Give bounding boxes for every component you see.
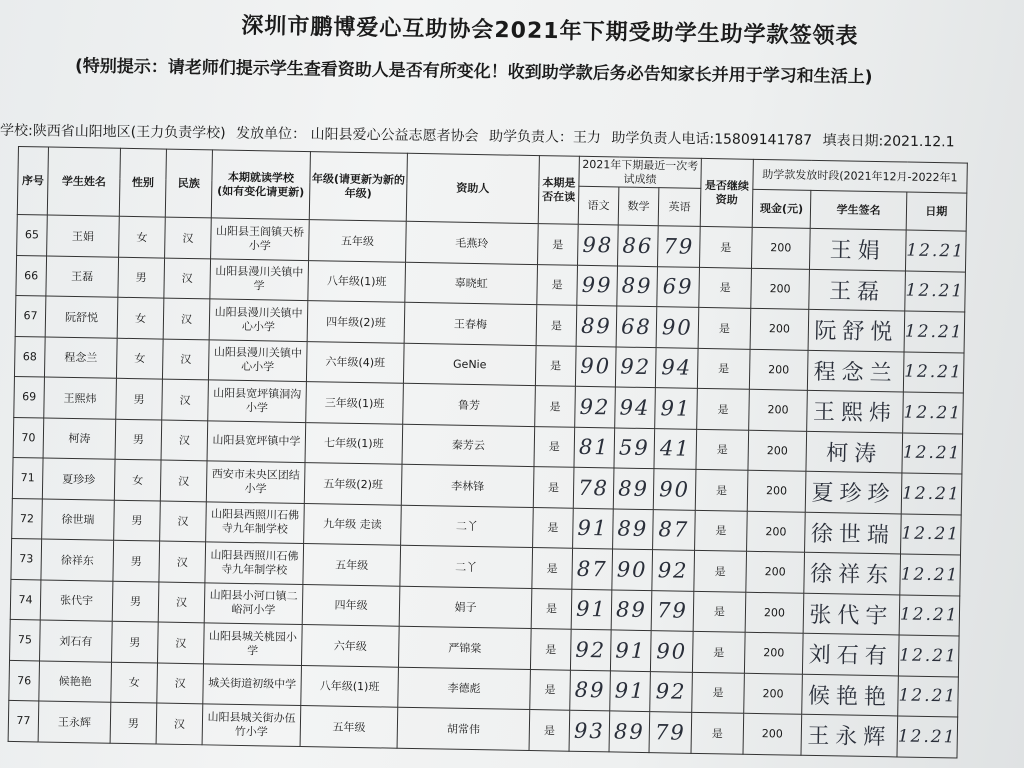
info-issuer: 发放单位： 山阳县爱心公益志愿者协会 xyxy=(236,125,479,145)
cell-score-chinese: 93 xyxy=(569,710,610,751)
cell-score-math: 91 xyxy=(610,670,651,711)
header-english: 英语 xyxy=(658,188,701,227)
cell-score-chinese: 89 xyxy=(576,305,617,346)
cell-school: 山阳县城关桃园小学 xyxy=(203,623,302,665)
signature-table xyxy=(8,146,968,758)
cell-gender: 男 xyxy=(112,621,159,662)
cell-continue: 是 xyxy=(695,469,748,510)
cell-name: 王磊 xyxy=(46,256,119,298)
cell-continue: 是 xyxy=(695,510,748,551)
cell-index: 75 xyxy=(10,619,41,660)
cell-continue: 是 xyxy=(694,550,747,591)
header-in-school: 本期是否在读 xyxy=(538,156,579,225)
cell-date: 12.21 xyxy=(904,311,964,353)
header-chinese: 语文 xyxy=(578,186,619,225)
cell-ethnicity: 汉 xyxy=(162,379,209,420)
cell-date: 12.21 xyxy=(905,230,965,272)
cell-score-chinese: 90 xyxy=(575,346,616,387)
cell-school: 山阳县宽坪镇中学 xyxy=(207,420,306,462)
cell-name: 刘石有 xyxy=(40,620,113,662)
cell-signature: 徐祥东 xyxy=(804,552,901,594)
cell-signature: 王熙炜 xyxy=(807,390,904,432)
cell-score-english: 79 xyxy=(651,590,694,631)
cell-gender: 男 xyxy=(115,419,162,460)
info-school: 学校:陕西省山阳地区(王力负责学校) xyxy=(0,122,226,142)
cell-score-math: 89 xyxy=(609,711,650,752)
cell-date: 12.21 xyxy=(903,351,963,393)
cell-grade: 五年级(2)班 xyxy=(304,463,402,505)
cell-signature: 王磊 xyxy=(809,269,906,311)
cell-sponsor: 胡常伟 xyxy=(397,707,530,750)
cell-continue: 是 xyxy=(699,267,752,308)
cell-cash: 200 xyxy=(744,632,803,674)
cell-name: 徐祥东 xyxy=(41,539,114,581)
cell-school: 山阳县漫川关镇中学 xyxy=(210,258,309,300)
cell-continue: 是 xyxy=(696,429,749,470)
cell-continue: 是 xyxy=(699,226,752,267)
cell-index: 70 xyxy=(13,417,44,458)
cell-name: 程念兰 xyxy=(44,337,117,379)
cell-score-english: 79 xyxy=(649,712,692,753)
cell-cash: 200 xyxy=(746,551,805,593)
header-continue: 是否继续资助 xyxy=(700,158,753,227)
header-math: 数学 xyxy=(618,187,659,226)
cell-ethnicity: 汉 xyxy=(165,217,212,258)
cell-index: 66 xyxy=(16,255,47,296)
cell-score-chinese: 99 xyxy=(577,265,618,306)
cell-date: 12.21 xyxy=(898,635,958,677)
cell-grade: 六年级(4)班 xyxy=(306,341,404,383)
cell-score-chinese: 98 xyxy=(578,224,619,265)
header-cash: 现金(元) xyxy=(752,189,811,228)
cell-signature: 刘石有 xyxy=(802,633,899,675)
cell-name: 王熙炜 xyxy=(44,377,117,419)
cell-score-math: 90 xyxy=(612,549,653,590)
cell-school: 西安市未央区团结小学 xyxy=(206,461,305,503)
cell-cash: 200 xyxy=(749,389,808,431)
cell-name: 阮舒悦 xyxy=(45,296,118,338)
cell-sponsor: 李林锋 xyxy=(401,464,534,507)
header-scores-group: 2021年下期最近一次考试成绩 xyxy=(579,156,702,188)
cell-score-english: 91 xyxy=(655,388,698,429)
cell-cash: 200 xyxy=(747,470,806,512)
cell-cash: 200 xyxy=(750,308,809,350)
cell-cash: 200 xyxy=(749,349,808,391)
cell-name: 候艳艳 xyxy=(39,660,112,702)
cell-gender: 女 xyxy=(111,662,158,703)
cell-signature: 候艳艳 xyxy=(802,674,899,716)
cell-continue: 是 xyxy=(693,591,746,632)
cell-in-school: 是 xyxy=(530,629,571,670)
cell-ethnicity: 汉 xyxy=(162,339,209,380)
cell-cash: 200 xyxy=(743,713,802,755)
cell-index: 76 xyxy=(9,660,40,701)
cell-grade: 六年级 xyxy=(301,625,399,667)
cell-gender: 男 xyxy=(113,540,160,581)
cell-ethnicity: 汉 xyxy=(160,501,207,542)
cell-sponsor: 娟子 xyxy=(399,586,532,629)
cell-cash: 200 xyxy=(745,592,804,634)
cell-ethnicity: 汉 xyxy=(156,703,203,744)
cell-school: 山阳县漫川关镇中心小学 xyxy=(209,299,308,341)
header-sponsor: 资助人 xyxy=(406,153,539,223)
cell-score-english: 87 xyxy=(653,509,696,550)
cell-gender: 女 xyxy=(114,459,161,500)
cell-date: 12.21 xyxy=(901,473,961,515)
cell-score-math: 94 xyxy=(615,387,656,428)
cell-index: 67 xyxy=(15,295,46,336)
cell-score-english: 69 xyxy=(657,266,700,307)
cell-in-school: 是 xyxy=(532,548,573,589)
cell-sponsor: 秦芳云 xyxy=(402,424,535,467)
cell-name: 夏珍珍 xyxy=(42,458,115,500)
cell-cash: 200 xyxy=(751,227,810,269)
cell-continue: 是 xyxy=(692,631,745,672)
cell-date: 12.21 xyxy=(903,392,963,434)
cell-signature: 柯涛 xyxy=(806,431,903,473)
header-index: 序号 xyxy=(17,147,48,216)
header-payment-group: 助学款发放时段(2021年12月-2022年1 xyxy=(753,159,967,193)
header-ethnicity: 民族 xyxy=(165,149,212,218)
cell-continue: 是 xyxy=(697,388,750,429)
info-manager: 助学负责人：王力 xyxy=(488,128,602,147)
cell-ethnicity: 汉 xyxy=(158,622,205,663)
cell-score-english: 90 xyxy=(650,631,693,672)
header-name: 学生姓名 xyxy=(47,147,120,216)
cell-grade: 五年级 xyxy=(300,706,398,748)
cell-score-chinese: 78 xyxy=(573,467,614,508)
cell-signature: 张代宇 xyxy=(803,593,900,635)
cell-signature: 王永辉 xyxy=(801,714,898,756)
cell-date: 12.21 xyxy=(898,675,958,717)
cell-score-math: 89 xyxy=(617,265,658,306)
cell-score-math: 89 xyxy=(613,468,654,509)
cell-date: 12.21 xyxy=(905,271,965,313)
cell-school: 山阳县漫川关镇中心小学 xyxy=(208,339,307,381)
cell-ethnicity: 汉 xyxy=(163,298,210,339)
cell-name: 王永辉 xyxy=(38,701,111,743)
cell-score-english: 94 xyxy=(655,347,698,388)
cell-grade: 四年级 xyxy=(302,584,400,626)
info-phone: 助学负责人电话:15809141787 xyxy=(611,130,813,149)
header-gender: 性别 xyxy=(119,148,166,217)
cell-score-math: 59 xyxy=(614,427,655,468)
cell-in-school: 是 xyxy=(536,305,577,346)
cell-ethnicity: 汉 xyxy=(161,420,208,461)
cell-index: 72 xyxy=(12,498,43,539)
cell-school: 山阳县王阎镇天桥小学 xyxy=(211,218,310,260)
cell-gender: 男 xyxy=(118,257,165,298)
cell-score-english: 92 xyxy=(652,550,695,591)
header-signature: 学生签名 xyxy=(810,190,907,230)
cell-signature: 阮舒悦 xyxy=(808,309,905,351)
cell-score-math: 86 xyxy=(618,225,659,266)
cell-sponsor: 二丫 xyxy=(400,545,533,588)
cell-name: 柯涛 xyxy=(43,417,116,459)
cell-grade: 五年级 xyxy=(303,544,401,586)
cell-index: 69 xyxy=(14,376,45,417)
cell-index: 77 xyxy=(8,700,39,741)
cell-index: 71 xyxy=(12,457,43,498)
cell-grade: 四年级(2)班 xyxy=(307,301,405,343)
cell-sponsor: 毛燕玲 xyxy=(406,221,539,264)
cell-score-english: 90 xyxy=(656,307,699,348)
cell-gender: 男 xyxy=(114,500,161,541)
cell-continue: 是 xyxy=(697,348,750,389)
cell-cash: 200 xyxy=(747,511,806,553)
cell-school: 山阳县城关街办伍竹小学 xyxy=(202,704,301,746)
cell-in-school: 是 xyxy=(537,264,578,305)
cell-signature: 徐世瑞 xyxy=(805,512,902,554)
cell-cash: 200 xyxy=(751,268,810,310)
cell-in-school: 是 xyxy=(535,386,576,427)
cell-name: 王娟 xyxy=(47,215,120,257)
table-body xyxy=(8,214,966,757)
cell-school: 山阳县西照川石佛寺九年制学校 xyxy=(206,501,305,543)
cell-school: 山阳县西照川石佛寺九年制学校 xyxy=(205,542,304,584)
cell-grade: 八年级(1)班 xyxy=(301,665,399,707)
cell-score-math: 92 xyxy=(615,346,656,387)
cell-in-school: 是 xyxy=(534,426,575,467)
cell-ethnicity: 汉 xyxy=(158,582,205,623)
cell-sponsor: 二丫 xyxy=(401,505,534,548)
cell-date: 12.21 xyxy=(901,513,961,555)
cell-in-school: 是 xyxy=(533,507,574,548)
cell-gender: 女 xyxy=(119,216,166,257)
cell-cash: 200 xyxy=(748,430,807,472)
cell-grade: 五年级 xyxy=(309,220,407,262)
cell-in-school: 是 xyxy=(533,467,574,508)
cell-index: 74 xyxy=(10,579,41,620)
cell-in-school: 是 xyxy=(531,588,572,629)
cell-score-english: 92 xyxy=(650,671,693,712)
cell-school: 山阳县小河口镇二峪河小学 xyxy=(204,582,303,624)
cell-sponsor: 李德彪 xyxy=(398,667,531,710)
cell-sponsor: 严锦棠 xyxy=(398,626,531,669)
cell-score-english: 90 xyxy=(653,469,696,510)
cell-cash: 200 xyxy=(744,673,803,715)
cell-score-chinese: 92 xyxy=(575,386,616,427)
cell-score-math: 68 xyxy=(616,306,657,347)
cell-score-english: 41 xyxy=(654,428,697,469)
special-notice: (特别提示：请老师们提示学生查看资助人是否有所变化！收到助学款后务必告知家长并用于学习和生活上) xyxy=(74,56,873,88)
cell-name: 张代宇 xyxy=(40,579,113,621)
cell-continue: 是 xyxy=(692,672,745,713)
document-title: 深圳市鹏博爱心互助协会2021年下期受助学生助学款签领表 xyxy=(241,13,859,50)
cell-ethnicity: 汉 xyxy=(160,460,207,501)
cell-gender: 女 xyxy=(117,297,164,338)
cell-school: 城关街道初级中学 xyxy=(203,663,302,705)
cell-sponsor: GeNie xyxy=(403,343,536,386)
cell-grade: 八年级(1)班 xyxy=(308,260,406,302)
cell-in-school: 是 xyxy=(529,710,570,751)
cell-in-school: 是 xyxy=(530,669,571,710)
info-date: 填表日期:2021.12.1 xyxy=(822,132,955,151)
cell-signature: 王娟 xyxy=(809,228,906,270)
cell-in-school: 是 xyxy=(535,345,576,386)
cell-date: 12.21 xyxy=(899,594,959,636)
header-grade: 年级(请更新为新的年级) xyxy=(309,152,407,222)
cell-score-chinese: 87 xyxy=(572,548,613,589)
cell-index: 65 xyxy=(17,214,48,255)
cell-name: 徐世瑞 xyxy=(42,498,115,540)
header-date: 日期 xyxy=(906,192,966,231)
cell-gender: 男 xyxy=(112,581,159,622)
cell-sponsor: 鲁芳 xyxy=(403,383,536,426)
cell-sponsor: 王春梅 xyxy=(404,302,537,345)
cell-score-chinese: 89 xyxy=(570,670,611,711)
cell-grade: 九年级 走读 xyxy=(304,503,402,545)
cell-school: 山阳县宽坪镇洞沟小学 xyxy=(208,380,307,422)
cell-sponsor: 辜晓虹 xyxy=(405,262,538,305)
cell-score-chinese: 91 xyxy=(573,508,614,549)
cell-score-chinese: 91 xyxy=(571,589,612,630)
cell-date: 12.21 xyxy=(902,432,962,474)
cell-score-chinese: 81 xyxy=(574,427,615,468)
cell-score-chinese: 92 xyxy=(570,629,611,670)
cell-ethnicity: 汉 xyxy=(157,663,204,704)
cell-date: 12.21 xyxy=(897,716,957,758)
cell-gender: 男 xyxy=(110,702,157,743)
header-school: 本期就读学校 (如有变化请更新) xyxy=(211,150,310,220)
cell-ethnicity: 汉 xyxy=(159,541,206,582)
cell-continue: 是 xyxy=(691,712,744,753)
cell-in-school: 是 xyxy=(538,224,579,265)
cell-gender: 男 xyxy=(116,378,163,419)
cell-continue: 是 xyxy=(698,307,751,348)
cell-ethnicity: 汉 xyxy=(164,258,211,299)
cell-score-math: 91 xyxy=(610,630,651,671)
cell-grade: 三年级(1)班 xyxy=(306,382,404,424)
cell-signature: 程念兰 xyxy=(807,350,904,392)
cell-grade: 七年级(1)班 xyxy=(305,422,403,464)
cell-index: 68 xyxy=(14,336,45,377)
cell-score-english: 79 xyxy=(658,226,701,267)
cell-date: 12.21 xyxy=(900,554,960,596)
cell-score-math: 89 xyxy=(613,508,654,549)
cell-score-math: 89 xyxy=(611,589,652,630)
cell-signature: 夏珍珍 xyxy=(805,471,902,513)
cell-index: 73 xyxy=(11,538,42,579)
cell-gender: 女 xyxy=(116,338,163,379)
